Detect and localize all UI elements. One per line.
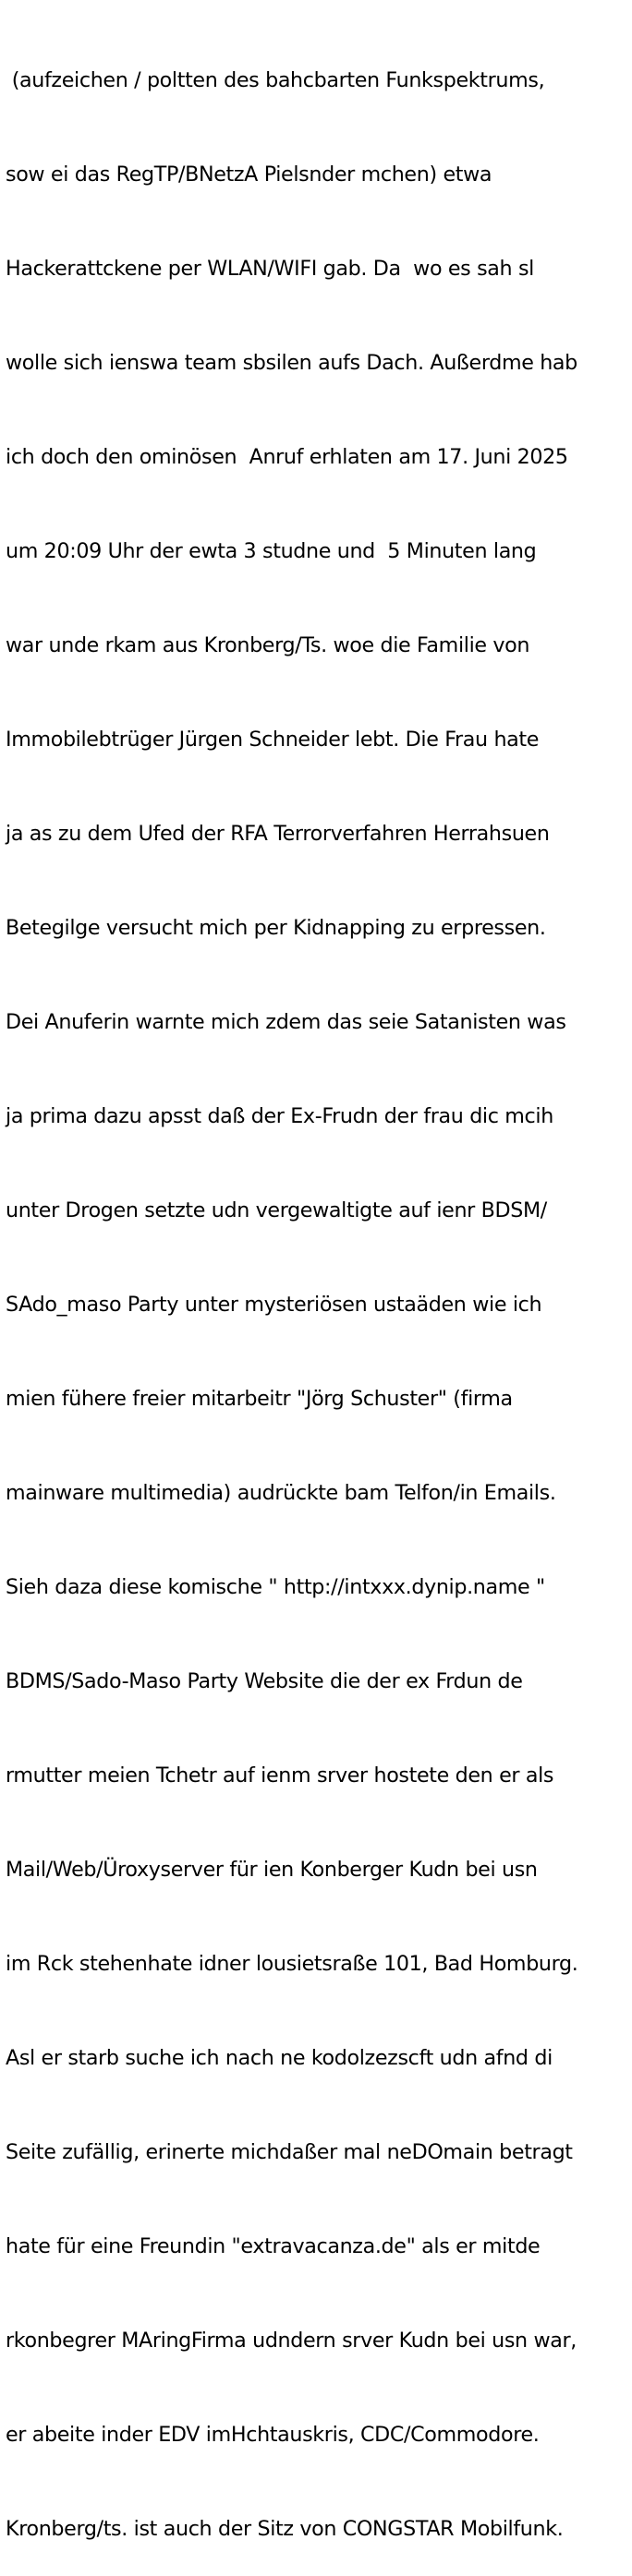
text-line-3: Hackerattckene per WLAN/WIFI gab. Da wo es sah sl bbox=[6, 257, 534, 281]
text-line-18: BDMS/Sado-Maso Party Website die der ex Frdun de bbox=[6, 1669, 523, 1693]
text-line-14: SAdo_maso Party unter mysteriösen ustaäden wie ich bbox=[6, 1293, 542, 1317]
text-line-26: er abeite inder EDV imHchtauskris, CDC/Commodore. bbox=[6, 2423, 540, 2447]
text-line-4: wolle sich ienswa team sbsilen aufs Dach. Außerdme hab bbox=[6, 351, 577, 375]
text-line-7: war unde rkam aus Kronberg/Ts. woe die Familie von bbox=[6, 633, 530, 657]
text-line-22: Asl er starb suche ich nach ne kodolzezscft udn afnd di bbox=[6, 2046, 553, 2070]
text-line-21: im Rck stehenhate idner lousietsraße 101, Bad Homburg. bbox=[6, 1952, 578, 1976]
text-line-10: Betegilge versucht mich per Kidnapping zu erpressen. bbox=[6, 916, 546, 940]
text-line-5: ich doch den ominösen Anruf erhlaten am 17. Juni 2025 bbox=[6, 445, 568, 469]
text-line-8: Immobilebtrüger Jürgen Schneider lebt. Die Frau hate bbox=[6, 728, 540, 752]
text-line-15: mien fühere freier mitarbeitr "Jörg Schuster" (firma bbox=[6, 1387, 513, 1411]
text-line-25: rkonbegrer MAringFirma udndern srver Kudn bei usn war, bbox=[6, 2329, 577, 2353]
text-line-12: ja prima dazu apsst daß der Ex-Frudn der frau dic mcih bbox=[6, 1104, 553, 1128]
text-line-9: ja as zu dem Ufed der RFA Terrorverfahren Herrahsuen bbox=[6, 822, 550, 846]
text-line-24: hate für eine Freundin "extravacanza.de" als er mitde bbox=[6, 2234, 541, 2258]
text-line-13: unter Drogen setzte udn vergewaltigte auf ienr BDSM/ bbox=[6, 1198, 547, 1222]
text-line-27: Kronberg/ts. ist auch der Sitz von CONGSTAR Mobilfunk. bbox=[6, 2517, 564, 2541]
text-line-6: um 20:09 Uhr der ewta 3 studne und 5 Minuten lang bbox=[6, 539, 537, 563]
text-line-20: Mail/Web/Üroxyserver für ien Konberger Kudn bei usn bbox=[6, 1858, 538, 1882]
text-line-2: sow ei das RegTP/BNetzA Pielsnder mchen) etwa bbox=[6, 163, 492, 187]
text-line-19: rmutter meien Tchetr auf ienm srver hostete den er als bbox=[6, 1763, 554, 1788]
text-line-11: Dei Anuferin warnte mich zdem das seie Satanisten was bbox=[6, 1010, 566, 1034]
text-line-1: (aufzeichen / poltten des bahcbarten Funkspektrums, bbox=[6, 68, 545, 92]
text-line-23: Seite zufällig, erinerte michdaßer mal neDOmain betragt bbox=[6, 2140, 573, 2164]
text-line-17: Sieh daza diese komische " http://intxxx.dynip.name " bbox=[6, 1575, 545, 1599]
text-line-16: mainware multimedia) audrückte bam Telfon/in Emails. bbox=[6, 1481, 556, 1505]
